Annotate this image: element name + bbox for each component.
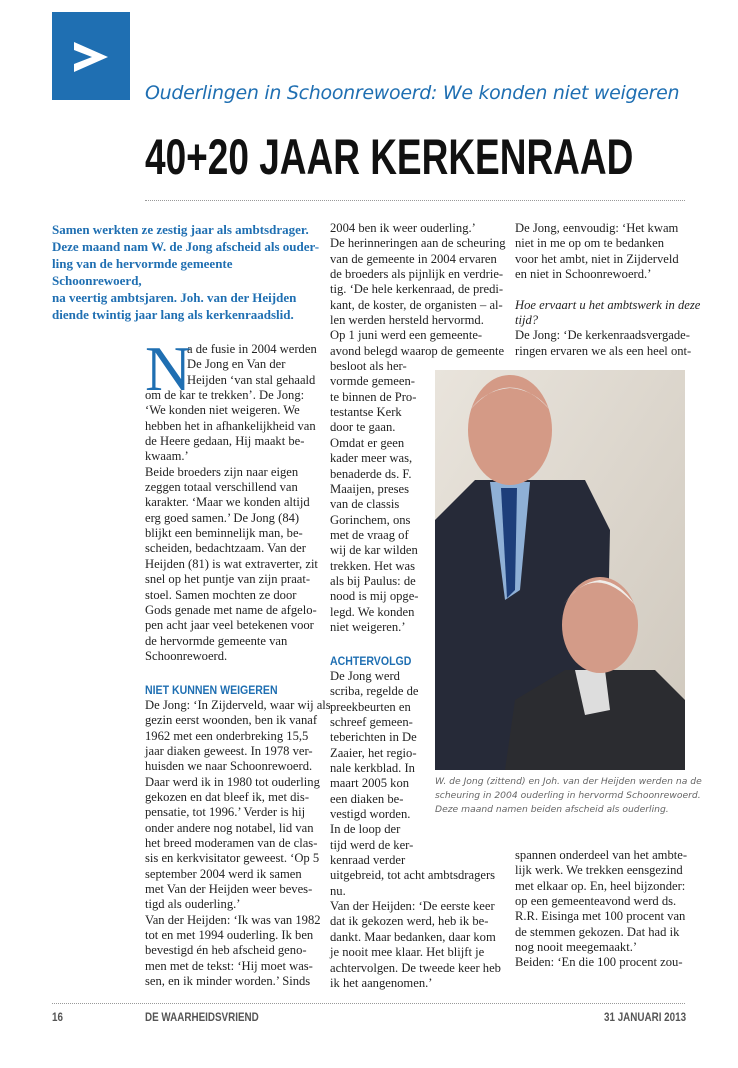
text-line: vestigd worden. bbox=[330, 807, 411, 822]
text-line: Gorinchem, ons bbox=[330, 512, 411, 527]
text-line: besloot als her- bbox=[330, 359, 407, 374]
text-line: vormde gemeen- bbox=[330, 374, 415, 389]
text-line: ik het aangenomen.’ bbox=[330, 975, 433, 990]
text-line: benaderde ds. F. bbox=[330, 466, 412, 481]
text-line: kant, de koster, de organisten – al- bbox=[330, 297, 503, 312]
text-line: niet in me op om te bedanken bbox=[515, 236, 664, 251]
text-line: jaar diaken geweest. In 1978 ver- bbox=[145, 743, 313, 758]
text-line: tig. ‘De hele kerkenraad, de predi- bbox=[330, 282, 504, 297]
text-line: door te gaan. bbox=[330, 420, 396, 435]
text-line: R.R. Eisinga met 100 procent van bbox=[515, 909, 686, 924]
text-line: voor het ambt, niet in Zijderveld bbox=[515, 251, 679, 266]
intro-line: ling van de hervormde gemeente Schoonrewoerd, bbox=[52, 256, 233, 288]
text-line: onder andere nog notabel, lid van bbox=[145, 820, 314, 835]
text-line: Op 1 juni werd een gemeente- bbox=[330, 328, 483, 343]
text-line: ‘We konden niet weigeren. We bbox=[145, 403, 300, 418]
footer-divider bbox=[52, 1003, 685, 1004]
text-line: Beiden: ‘En die 100 procent zou- bbox=[515, 955, 683, 970]
text-line: de broeders als pijnlijk en verdrie- bbox=[330, 267, 504, 282]
text-line: met de vraag of bbox=[330, 527, 409, 542]
text-line: Van der Heijden: ‘De eerste keer bbox=[330, 899, 495, 914]
text-line: Van der Heijden: ‘Ik was van 1982 bbox=[145, 912, 321, 927]
text-line: Maaijen, preses bbox=[330, 481, 410, 496]
text-line: zeggen totaal verschillend van bbox=[145, 480, 298, 495]
text-line: van de classis bbox=[330, 497, 400, 512]
text-line: trekken. Het was bbox=[330, 558, 415, 573]
text-line: kenraad verder bbox=[330, 853, 406, 868]
text-line: dankt. Maar bedanken, daar kom bbox=[330, 929, 496, 944]
text-line: tijd werd de ker- bbox=[330, 837, 414, 852]
text-line: lijk werk. We trekken eensgezind bbox=[515, 863, 683, 878]
text-line bbox=[145, 664, 331, 679]
intro-line: na veertig ambtsjaren. Joh. van der Heijden bbox=[52, 290, 297, 305]
text-line: ringen ervaren we als een heel ont- bbox=[515, 343, 692, 358]
text-line: erg goed samen.’ De Jong (84) bbox=[145, 510, 300, 525]
text-line: nale kerkblad. In bbox=[330, 761, 415, 776]
text-line: De Jong werd bbox=[330, 668, 400, 683]
text-line: wij de kar wilden bbox=[330, 543, 418, 558]
text-line: In de loop der bbox=[330, 822, 401, 837]
text-line: te binnen de Pro- bbox=[330, 389, 417, 404]
column-3-top bbox=[515, 221, 700, 359]
text-line: van de gemeente in 2004 ervaren bbox=[330, 251, 497, 266]
text-line: bevestigd én heb afscheid geno- bbox=[145, 943, 307, 958]
text-line: men met de tekst: ‘Hij moet was- bbox=[145, 958, 313, 973]
text-line: nu. bbox=[330, 883, 346, 898]
text-line: 1962 met een onderbreking 15,5 bbox=[145, 728, 309, 743]
text-line: schreef gemeen- bbox=[330, 715, 413, 729]
text-line: september 2004 werd ik samen bbox=[145, 866, 302, 881]
text-line: uitgebreid, tot acht ambtsdragers bbox=[330, 868, 496, 883]
intro-lead bbox=[52, 221, 322, 323]
text-line: stoel. Samen mochten ze door bbox=[145, 587, 297, 602]
text-line: De Jong, eenvoudig: ‘Het kwam bbox=[515, 221, 679, 235]
text-line: spannen onderdeel van het ambte- bbox=[515, 848, 688, 862]
text-line: nog nooit meegemaakt.’ bbox=[515, 940, 638, 955]
text-line: nood is mij opge- bbox=[330, 589, 419, 604]
text-line: De Jong: ‘In Zijderveld, waar wij als bbox=[145, 697, 331, 712]
column-1 bbox=[145, 342, 331, 989]
text-line: met Van der Heijden weer beves- bbox=[145, 882, 313, 897]
page-title: 40+20 JAAR KERKENRAAD bbox=[145, 129, 634, 185]
text-line: gekozen en dat bleef ik, met dis- bbox=[145, 789, 310, 804]
text-line: op een gemeenteavond werd ds. bbox=[515, 894, 677, 909]
text-line: het breed moderamen van de clas- bbox=[145, 836, 318, 850]
text-line: len werden hersteld hervormd. bbox=[330, 313, 484, 328]
issue-date: 31 JANUARI 2013 bbox=[603, 1010, 686, 1024]
text-line: een diaken be- bbox=[330, 791, 404, 806]
text-line: en niet in Schoonrewoerd.’ bbox=[515, 267, 652, 282]
text-line: met elkaar op. En, heel bijzonder: bbox=[515, 878, 686, 893]
section-logo bbox=[52, 12, 130, 100]
text-line: als bij Paulus: de bbox=[330, 573, 416, 588]
text-line: blijkt een beminnelijk man, be- bbox=[145, 526, 303, 541]
caption-line: W. de Jong (zittend) en Joh. van der Heijden werden na de bbox=[435, 776, 702, 787]
text-line: avond belegd waarop de gemeente bbox=[330, 343, 505, 358]
text-line: pensatie, tot 1996.’ Verder is hij bbox=[145, 805, 306, 820]
text-line: de Heere gedaan, Hij maakt be- bbox=[145, 434, 305, 449]
publication-name: DE WAARHEIDSVRIEND bbox=[145, 1010, 259, 1024]
text-line: legd. We konden bbox=[330, 604, 415, 619]
text-line: Omdat er geen bbox=[330, 435, 405, 450]
text-line: scheiden, bedachtzaam. Van der bbox=[145, 541, 306, 556]
text-line bbox=[515, 282, 700, 297]
text-line: maart 2005 kon bbox=[330, 776, 410, 791]
text-line: Gods genade met name de afgelo- bbox=[145, 602, 317, 617]
section-heading: NIET KUNNEN WEIGEREN bbox=[145, 682, 278, 697]
text-line: 2004 ben ik weer ouderling.’ bbox=[330, 221, 476, 235]
portrait-photo bbox=[435, 370, 685, 770]
title-divider bbox=[145, 200, 685, 201]
text-line: De Jong en Van der bbox=[187, 357, 286, 372]
page-number: 16 bbox=[52, 1010, 63, 1024]
text-line: Daar werd ik in 1980 tot ouderling bbox=[145, 774, 320, 789]
intro-line: Samen werkten ze zestig jaar als ambtsdrager. bbox=[52, 222, 309, 237]
intro-line: diende twintig jaar lang als kerkenraadslid. bbox=[52, 307, 294, 322]
text-line: tigd als ouderling.’ bbox=[145, 897, 241, 912]
text-line: gezin eerst woonden, ben ik vanaf bbox=[145, 713, 318, 728]
text-line: scriba, regelde de bbox=[330, 684, 419, 699]
photo-caption bbox=[435, 775, 702, 817]
intro-line: Deze maand nam W. de Jong afscheid als ouder- bbox=[52, 239, 320, 254]
text-line: huisden we naar Schoonrewoerd. bbox=[145, 759, 313, 774]
text-line: sen, en ik minder worden.’ Sinds bbox=[145, 974, 311, 989]
text-line: kader meer was, bbox=[330, 451, 413, 466]
text-line: preekbeurten en bbox=[330, 699, 411, 714]
text-line: je nooit mee klaar. Het blijft je bbox=[330, 945, 485, 960]
text-line: snel op het puntje van zijn praat- bbox=[145, 572, 311, 587]
text-line: testantse Kerk bbox=[330, 405, 402, 420]
text-line: Schoonrewoerd. bbox=[145, 648, 228, 663]
text-line: De herinneringen aan de scheuring bbox=[330, 236, 506, 251]
text-line: tijd? bbox=[515, 313, 539, 328]
text-line: sis en kerkvisitator geweest. ‘Op 5 bbox=[145, 851, 320, 866]
drop-cap: N bbox=[145, 333, 192, 404]
text-line: karakter. ‘Maar we konden altijd bbox=[145, 495, 310, 510]
section-heading: ACHTERVOLGD bbox=[330, 653, 412, 668]
text-line: hebben het in afhankelijkheid van bbox=[145, 418, 316, 433]
text-line: pen acht jaar veel betekenen voor bbox=[145, 618, 314, 633]
column-3-bottom bbox=[515, 848, 687, 971]
article-kicker: Ouderlingen in Schoonrewoerd: We konden niet weigeren bbox=[145, 82, 680, 104]
caption-line: Deze maand namen beiden afscheid als ouderling. bbox=[435, 804, 669, 815]
text-line: niet weigeren.’ bbox=[330, 619, 406, 634]
text-line: om de kar te trekken’. De Jong: bbox=[145, 388, 305, 403]
text-line: De Jong: ‘De kerkenraadsvergade- bbox=[515, 328, 690, 343]
text-line: tot en met 1994 ouderling. Ik ben bbox=[145, 928, 314, 943]
text-line: Hoe ervaart u het ambtswerk in deze bbox=[515, 297, 701, 312]
text-line: kwaam.’ bbox=[145, 449, 189, 464]
text-line: de stemmen gekozen. Dat had ik bbox=[515, 924, 680, 939]
text-line: de hervormde gemeente van bbox=[145, 633, 288, 648]
caption-line: scheuring in 2004 ouderling in hervormd Schoonrewoerd. bbox=[435, 790, 701, 801]
text-line: Zaaier, het regio- bbox=[330, 745, 417, 760]
text-line: teberichten in De bbox=[330, 730, 417, 745]
text-line: Heijden ‘van stal gehaald bbox=[187, 372, 316, 387]
text-line: Heijden (81) is wat extraverter, zit bbox=[145, 556, 318, 571]
text-line: dat ik gekozen werd, heb ik be- bbox=[330, 914, 489, 929]
text-line: achtervolgen. De tweede keer heb bbox=[330, 960, 501, 975]
text-line: a de fusie in 2004 werden bbox=[187, 342, 317, 356]
text-line: Beide broeders zijn naar eigen bbox=[145, 464, 299, 479]
chevron-right-icon bbox=[68, 38, 114, 76]
